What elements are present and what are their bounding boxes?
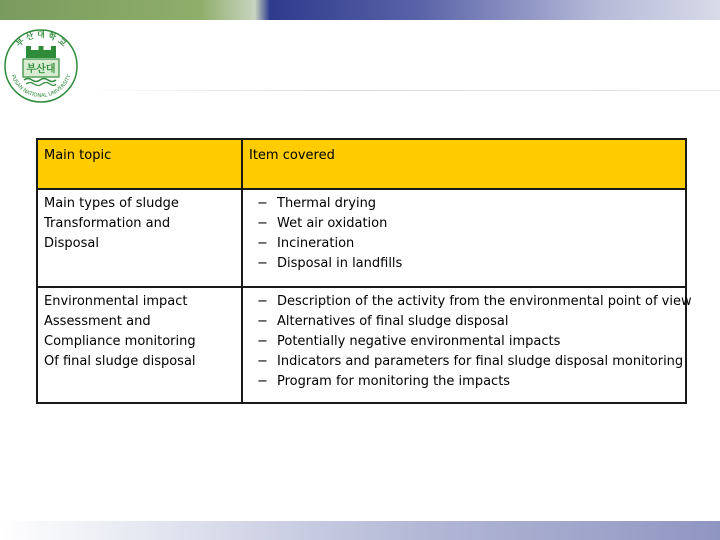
university-logo [2, 26, 80, 104]
topic-line: Environmental impact [44, 294, 188, 309]
list-item [257, 372, 685, 392]
header-cell-items [242, 139, 686, 189]
header-topic-label: Main topic [44, 148, 112, 163]
item-text: Program for monitoring the impacts [277, 374, 511, 389]
logo-text-top: 부 산 대 학 교 [14, 30, 68, 49]
bullet: − [257, 294, 268, 309]
header-divider [78, 90, 720, 91]
items-cell [242, 287, 692, 403]
list-item [257, 312, 685, 332]
topic-line: Assessment and [44, 314, 151, 329]
topic-line: Compliance monitoring [44, 334, 196, 349]
table-row [37, 287, 686, 403]
bullet: − [257, 354, 268, 369]
item-text: Indicators and parameters for final sludge disposal monitoring [277, 354, 684, 369]
header-items-label: Item covered [249, 148, 335, 163]
topics-table [36, 138, 692, 404]
list-item [257, 214, 685, 234]
bullet: − [257, 314, 268, 329]
item-text: Disposal in landfills [277, 256, 403, 271]
items-cell [242, 189, 686, 287]
item-text: Incineration [277, 236, 355, 251]
bullet: − [257, 334, 268, 349]
list-item [257, 194, 685, 214]
list-item [257, 292, 692, 312]
list-item [257, 254, 685, 274]
bullet: − [257, 236, 268, 251]
header-cell-topic [37, 139, 242, 189]
bullet: − [257, 196, 268, 211]
list-item [257, 234, 685, 254]
topic-cell [37, 189, 242, 287]
bullet: − [257, 256, 268, 271]
logo-badge-text: 부산대 [26, 64, 56, 75]
list-item [257, 352, 685, 372]
topic-cell [37, 287, 242, 403]
top-decorative-bar [0, 0, 720, 20]
item-text: Wet air oxidation [277, 216, 388, 231]
item-text: Potentially negative environmental impacts [277, 334, 561, 349]
item-text: Alternatives of final sludge disposal [277, 314, 509, 329]
item-text: Thermal drying [277, 196, 377, 211]
bullet: − [257, 374, 268, 389]
topic-line: Main types of sludge [44, 196, 179, 211]
topic-line: Transformation and [44, 216, 171, 231]
logo-text-bottom: PUSAN NATIONAL UNIVERSITY [9, 74, 73, 100]
table-header-row [37, 139, 686, 189]
bottom-decorative-bar [0, 521, 720, 540]
bullet: − [257, 216, 268, 231]
item-text: Description of the activity from the environmental point of view [277, 294, 692, 309]
topic-line: Of final sludge disposal [44, 354, 196, 369]
list-item [257, 332, 685, 352]
topic-line: Disposal [44, 236, 99, 251]
table-row [37, 189, 686, 287]
